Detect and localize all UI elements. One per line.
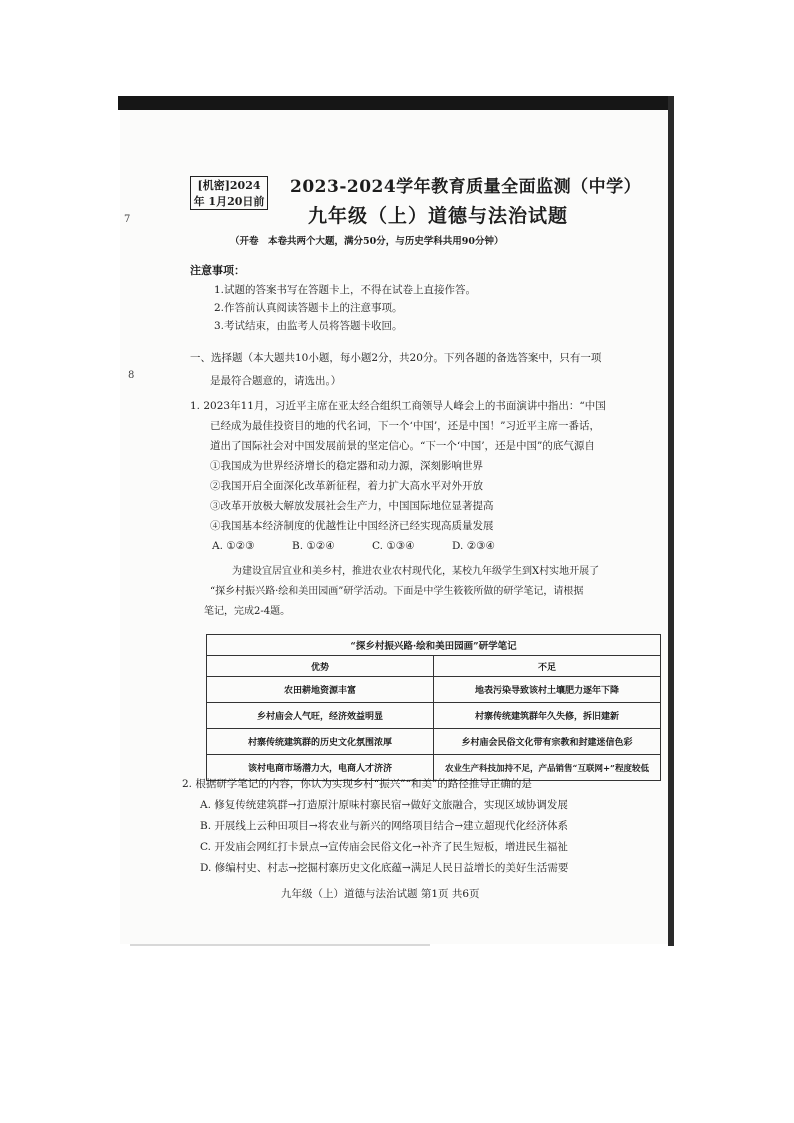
q1-statement: ①我国成为世界经济增长的稳定器和动力源，深刻影响世界 xyxy=(210,460,483,472)
q2-option-c[interactable]: C. 开发庙会网红打卡景点→宣传庙会民俗文化→补齐了民生短板，增进民生福祉 xyxy=(200,841,568,853)
q1-option-d[interactable]: D. ②③④ xyxy=(452,540,495,552)
q1-stem: 道出了国际社会对中国发展前景的坚定信心。“下一个‘中国’，还是中国”的底气源自 xyxy=(210,440,595,452)
scan-edge-bottom xyxy=(130,944,430,946)
page-footer: 九年级（上）道德与法治试题 第1页 共6页 xyxy=(281,888,480,900)
table-caption: “探乡村振兴路·绘和美田园画”研学笔记 xyxy=(207,635,661,656)
table-cell: 地表污染导致该村土壤肥力逐年下降 xyxy=(434,677,661,703)
table-row xyxy=(207,677,661,703)
q1-stem: 1. 2023年11月，习近平主席在亚太经合组织工商领导人峰会上的书面演讲中指出：“中国 xyxy=(190,400,606,412)
q2-option-a[interactable]: A. 修复传统建筑群→打造原汁原味村寨民宿→做好文旅融合，实现区域协调发展 xyxy=(200,799,568,811)
q1-option-c[interactable]: C. ①③④ xyxy=(372,540,415,552)
table-cell: 该村电商市场潜力大，电商人才济济 xyxy=(207,755,434,781)
margin-mark: 7 xyxy=(124,214,131,225)
intro-text: 为建设宜居宜业和美乡村，推进农业农村现代化，某校九年级学生到X村实地开展了 xyxy=(232,566,600,577)
q2-stem: 2. 根据研学笔记的内容，你认为实现乡村“振兴”“和美”的路径推导正确的是 xyxy=(182,778,532,790)
table-cell: 村寨传统建筑群年久失修，拆旧建新 xyxy=(434,703,661,729)
table-cell: 农业生产科技加持不足，产品销售“互联网+”程度较低 xyxy=(434,755,661,781)
q2-option-d[interactable]: D. 修编村史、村志→挖掘村寨历史文化底蕴→满足人民日益增长的美好生活需要 xyxy=(200,862,569,874)
exam-subtitle: （开卷 本卷共两个大题，满分50分，与历史学科共用90分钟） xyxy=(230,236,504,247)
column-header-advantages: 优势 xyxy=(207,656,434,677)
intro-text: “探乡村振兴路·绘和美田园画”研学活动。下面是中学生筱筱所做的研学笔记，请根据 xyxy=(210,586,584,597)
exam-subject-title: 九年级（上）道德与法治试题 xyxy=(308,205,569,227)
note-item: 2.作答前认真阅读答题卡上的注意事项。 xyxy=(214,302,403,314)
q1-stem: 已经成为最佳投资目的地的代名词，下一个‘中国’，还是中国！”习近平主席一番话， xyxy=(210,420,601,432)
table-cell: 乡村庙会人气旺，经济效益明显 xyxy=(207,703,434,729)
intro-text: 笔记，完成2-4题。 xyxy=(204,606,291,617)
table-row xyxy=(207,703,661,729)
confidential-box: [机密]2024年 1月20日前 xyxy=(190,176,268,210)
q1-statement: ④我国基本经济制度的优越性让中国经济已经实现高质量发展 xyxy=(210,520,494,532)
table-cell: 农田耕地资源丰富 xyxy=(207,677,434,703)
research-notes-table xyxy=(206,634,661,781)
margin-mark: 8 xyxy=(128,370,135,381)
q1-option-a[interactable]: A. ①②③ xyxy=(212,540,255,552)
q1-statement: ③改革开放极大解放发展社会生产力，中国国际地位显著提高 xyxy=(210,500,494,512)
q2-option-b[interactable]: B. 开展线上云种田项目→将农业与新兴的网络项目结合→建立超现代化经济体系 xyxy=(200,820,568,832)
notes-heading: 注意事项： xyxy=(190,264,245,277)
scan-edge-right xyxy=(668,96,674,946)
section-heading: 一、选择题（本大题共10小题，每小题2分，共20分。下列各题的备选答案中，只有一项 xyxy=(190,352,602,364)
column-header-shortcomings: 不足 xyxy=(434,656,661,677)
table-row xyxy=(207,729,661,755)
note-item: 1.试题的答案书写在答题卡上，不得在试卷上直接作答。 xyxy=(214,284,477,296)
table-cell: 村寨传统建筑群的历史文化氛围浓厚 xyxy=(207,729,434,755)
exam-title: 2023-2024学年教育质量全面监测（中学） xyxy=(290,177,642,197)
note-item: 3.考试结束，由监考人员将答题卡收回。 xyxy=(214,320,403,332)
section-heading-cont: 是最符合题意的，请选出。） xyxy=(210,375,342,387)
scan-edge-top xyxy=(118,96,674,110)
q1-option-b[interactable]: B. ①②④ xyxy=(292,540,335,552)
table-cell: 乡村庙会民俗文化带有宗教和封建迷信色彩 xyxy=(434,729,661,755)
q1-statement: ②我国开启全面深化改革新征程，着力扩大高水平对外开放 xyxy=(210,480,483,492)
